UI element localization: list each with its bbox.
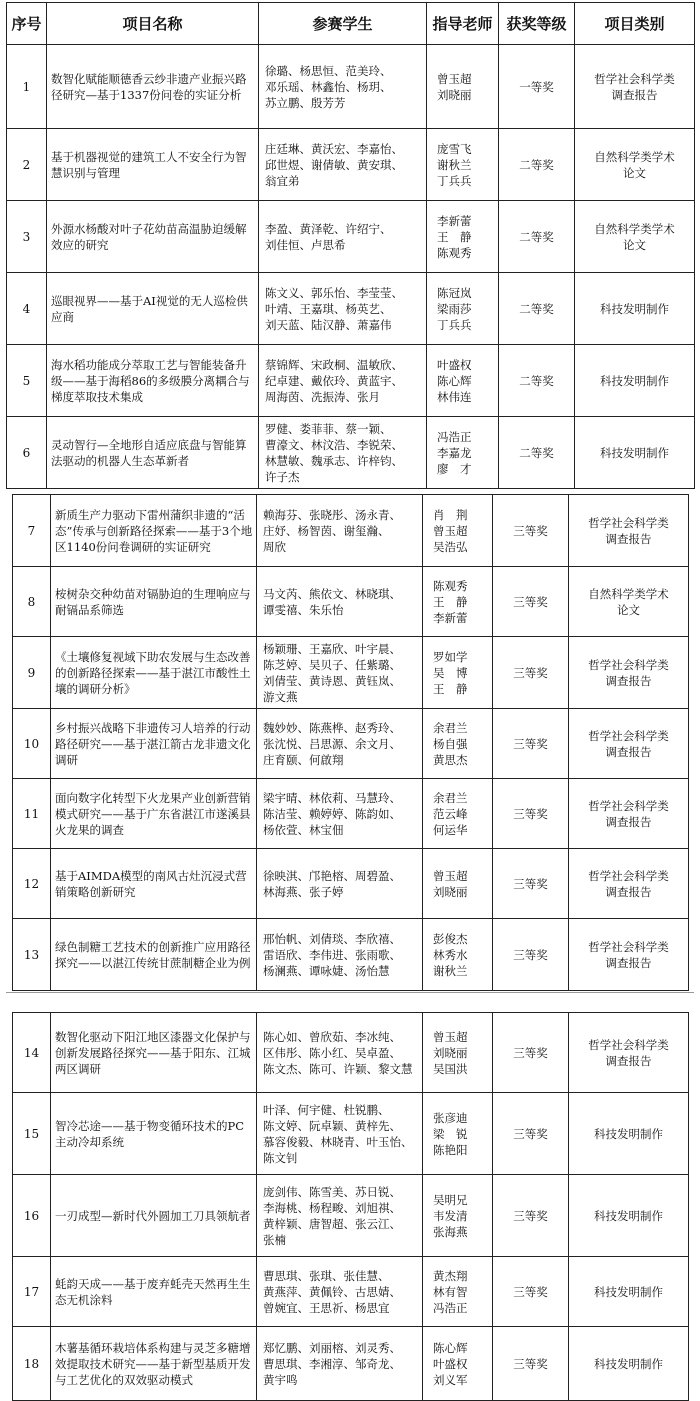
teacher-names-cell <box>423 1257 493 1327</box>
student-names-cell <box>259 129 427 201</box>
table-row <box>7 129 695 201</box>
award-level: 三等奖 <box>513 1126 548 1141</box>
project-category: 哲学社会科学类 调查报告 <box>588 939 669 970</box>
project-name: 基于AIMDA模型的南风古灶沉浸式营销策略创新研究 <box>55 868 247 899</box>
table-row <box>13 637 689 709</box>
student-names: 徐璐、杨思恒、范美玲、 邓乐瑶、林鑫怡、杨玥、 苏立鹏、殷芳芳 <box>265 63 392 110</box>
project-name-cell <box>51 849 257 919</box>
student-names: 庄廷琳、黄沃宏、李嘉怡、 邱世煜、谢倩敏、黄安琪、 翁宜弟 <box>265 141 403 188</box>
student-names-cell <box>259 417 427 489</box>
row-index-cell <box>13 1093 51 1175</box>
project-category-cell <box>569 1013 689 1093</box>
row-index: 15 <box>23 1126 40 1141</box>
row-index: 14 <box>23 1045 40 1060</box>
teacher-names-cell <box>423 637 493 709</box>
award-level: 三等奖 <box>513 665 548 680</box>
project-category: 哲学社会科学类 调查报告 <box>588 657 669 688</box>
teacher-names: 曾玉超 刘晓丽 <box>433 868 468 899</box>
row-index-cell <box>7 417 47 489</box>
award-level: 一等奖 <box>519 79 554 94</box>
project-name-cell <box>47 129 259 201</box>
project-name-cell <box>51 1327 257 1401</box>
row-index-cell <box>13 1257 51 1327</box>
award-level: 三等奖 <box>513 947 548 962</box>
project-category-cell <box>569 1327 689 1401</box>
project-category: 哲学社会科学类 调查报告 <box>588 868 669 899</box>
project-name: 《土壤修复视域下助农发展与生态改善的创新路径探索——基于湛江市酸性土壤的调研分析》 <box>55 649 251 696</box>
award-level: 三等奖 <box>513 1208 548 1223</box>
project-category-cell <box>569 637 689 709</box>
teacher-names-cell <box>427 273 499 345</box>
row-index: 17 <box>23 1284 40 1299</box>
project-name-cell <box>47 45 259 129</box>
award-level-cell <box>499 201 575 273</box>
award-level: 二等奖 <box>519 229 554 244</box>
award-level: 二等奖 <box>519 373 554 388</box>
row-index-cell <box>13 849 51 919</box>
student-names: 蔡锦辉、宋政桐、温敏欣、 纪卓建、戴依玲、黄蓝宇、 周海茵、冼振涛、张月 <box>265 357 403 404</box>
project-category-cell <box>569 1175 689 1257</box>
project-category: 自然科学类学术 论文 <box>588 586 669 617</box>
student-names: 庞剑伟、陈雪美、苏日锐、 李海桃、杨程畯、刘旭祺、 黄梓颖、唐智超、张云江、 张楠 <box>263 1184 401 1247</box>
project-category: 科技发明制作 <box>594 1284 663 1299</box>
award-level: 三等奖 <box>513 1045 548 1060</box>
project-category-cell <box>575 273 695 345</box>
student-names-cell <box>259 345 427 417</box>
row-index-cell <box>13 495 51 567</box>
project-name: 新质生产力驱动下雷州蒲织非遗的“活态”传承与创新路径探索——基于3个地区1140份问卷调研的实证研究 <box>55 507 253 554</box>
student-names-cell <box>257 1327 423 1401</box>
row-index: 18 <box>23 1356 40 1371</box>
project-category-cell <box>569 919 689 991</box>
project-name-cell <box>47 201 259 273</box>
teacher-names-cell <box>423 709 493 779</box>
teacher-names: 彭俊杰 林秀水 谢秋兰 <box>433 931 468 978</box>
project-name: 一刃成型—新时代外圆加工刀具领航者 <box>55 1208 251 1223</box>
award-level: 三等奖 <box>513 523 548 538</box>
award-level-cell <box>493 779 569 849</box>
project-category-cell <box>569 1257 689 1327</box>
student-names-cell <box>257 1257 423 1327</box>
row-index-cell <box>7 129 47 201</box>
teacher-names: 张彦迪 梁 锐 陈艳阳 <box>433 1110 468 1157</box>
project-name: 绿色制糖工艺技术的创新推广应用路径探究——以湛江传统甘蔗制糖企业为例 <box>55 939 251 970</box>
project-name: 基于机器视觉的建筑工人不安全行为智慧识别与管理 <box>51 149 247 180</box>
project-name-cell <box>51 1013 257 1093</box>
row-index-cell <box>13 779 51 849</box>
award-level: 二等奖 <box>519 157 554 172</box>
award-level-cell <box>493 567 569 637</box>
student-names: 魏妙妙、陈燕桦、赵秀玲、 张沈悦、吕思源、余文月、 庄育颐、何啟翔 <box>263 720 401 767</box>
table-row <box>7 345 695 417</box>
student-names: 曹思琪、张琪、张佳慧、 黄燕萍、黄佩铃、古思婧、 曾婉宜、王思祈、杨思宜 <box>263 1268 401 1315</box>
teacher-names-cell <box>423 495 493 567</box>
student-names: 陈心如、曾欣茹、李冰纯、 区伟彤、陈小红、吴卓盈、 陈文杰、陈可、许颖、黎文慧 <box>263 1029 413 1076</box>
teacher-names-cell <box>423 1013 493 1093</box>
section-divider <box>6 992 694 993</box>
teacher-names: 吴明兄 韦发清 张海燕 <box>433 1192 468 1239</box>
teacher-names-cell <box>427 345 499 417</box>
header-teachers: 指导老师 <box>427 3 499 45</box>
table-row <box>7 45 695 129</box>
table-section-2 <box>12 494 688 991</box>
project-category: 自然科学类学术 论文 <box>594 149 675 180</box>
project-category: 科技发明制作 <box>600 301 669 316</box>
teacher-names: 陈冠岚 梁雨莎 丁兵兵 <box>437 285 472 332</box>
table-row <box>13 495 689 567</box>
student-names: 邢怡帆、刘倩琰、李欣禧、 雷语欣、李伟进、张雨歌、 杨澜燕、谭咏婕、汤怡慧 <box>263 931 401 978</box>
row-index: 4 <box>22 301 31 316</box>
row-index: 11 <box>23 806 40 821</box>
student-names-cell <box>257 1175 423 1257</box>
project-category: 科技发明制作 <box>594 1126 663 1141</box>
project-name-cell <box>51 1093 257 1175</box>
project-name-cell <box>47 417 259 489</box>
teacher-names: 罗如学 吴 博 王 静 <box>433 649 468 696</box>
project-name: 灵动智行—全地形自适应底盘与智能算法驱动的机器人生态革新者 <box>51 437 247 468</box>
project-name-cell <box>51 1257 257 1327</box>
award-level: 三等奖 <box>513 594 548 609</box>
award-level-cell <box>493 637 569 709</box>
project-category: 哲学社会科学类 调查报告 <box>588 1037 669 1068</box>
project-name: 智冷芯途——基于物变循环技术的PC主动冷却系统 <box>55 1118 245 1149</box>
award-level: 三等奖 <box>513 1284 548 1299</box>
award-level-cell <box>493 1175 569 1257</box>
table-row <box>13 567 689 637</box>
teacher-names: 曾玉超 刘晓丽 吴国洪 <box>433 1029 468 1076</box>
table-row <box>7 417 695 489</box>
project-category-cell <box>569 495 689 567</box>
row-index-cell <box>7 273 47 345</box>
teacher-names-cell <box>427 417 499 489</box>
project-category-cell <box>575 417 695 489</box>
project-name: 数智化赋能顺德香云纱非遗产业振兴路径研究—基于1337份问卷的实证分析 <box>51 71 247 102</box>
award-level-cell <box>499 345 575 417</box>
award-level-cell <box>499 417 575 489</box>
teacher-names-cell <box>423 849 493 919</box>
award-table-3 <box>12 1012 689 1401</box>
award-table-2 <box>12 494 689 991</box>
teacher-names: 叶盛权 陈心辉 林伟连 <box>437 357 472 404</box>
table-row <box>7 273 695 345</box>
teacher-names: 黄杰翔 林有智 冯浩正 <box>433 1268 468 1315</box>
project-name: 数智化驱动下阳江地区漆器文化保护与创新发展路径探究——基于阳东、江城两区调研 <box>55 1029 251 1076</box>
student-names-cell <box>257 637 423 709</box>
student-names: 叶泽、何宇健、杜锐鹏、 陈文婷、阮卓颖、黄梓先、 慕容俊毅、林晓青、叶玉怡、 陈文钊 <box>263 1102 413 1165</box>
project-category-cell <box>569 709 689 779</box>
row-index-cell <box>7 345 47 417</box>
project-category: 哲学社会科学类 调查报告 <box>588 515 669 546</box>
teacher-names: 陈观秀 王 静 李新蕾 <box>433 578 468 625</box>
project-category-cell <box>569 567 689 637</box>
project-category: 自然科学类学术 论文 <box>594 221 675 252</box>
table-row <box>13 1093 689 1175</box>
award-level-cell <box>499 273 575 345</box>
project-name-cell <box>47 345 259 417</box>
award-level-cell <box>493 1013 569 1093</box>
project-name-cell <box>51 637 257 709</box>
table-row <box>7 201 695 273</box>
teacher-names: 陈心辉 叶盛权 刘义军 <box>433 1340 468 1387</box>
project-name: 外源水杨酸对叶子花幼苗高温胁迫缓解效应的研究 <box>51 221 247 252</box>
project-category-cell <box>569 779 689 849</box>
teacher-names: 肖 荆 曾玉超 吴浩弘 <box>433 507 468 554</box>
project-category-cell <box>575 201 695 273</box>
teacher-names: 曾玉超 刘晓丽 <box>437 71 472 102</box>
project-category: 哲学社会科学类 调查报告 <box>588 728 669 759</box>
row-index-cell <box>13 919 51 991</box>
award-level: 三等奖 <box>513 736 548 751</box>
project-name-cell <box>47 273 259 345</box>
award-level-cell <box>493 1257 569 1327</box>
row-index-cell <box>7 45 47 129</box>
row-index: 13 <box>23 947 40 962</box>
project-category: 哲学社会科学类 调查报告 <box>588 798 669 829</box>
teacher-names: 余君兰 范云峰 何运华 <box>433 790 468 837</box>
row-index-cell <box>7 201 47 273</box>
teacher-names-cell <box>423 1093 493 1175</box>
teacher-names: 李新蕾 王 静 陈观秀 <box>437 213 472 260</box>
student-names: 杨颖珊、王嘉欣、叶宇晨、 陈芝婷、吴贝子、任紫璐、 刘倩莹、黄诗恩、黄钰岚、 游文燕 <box>263 641 401 704</box>
project-category-cell <box>575 129 695 201</box>
project-category: 科技发明制作 <box>600 373 669 388</box>
project-category: 科技发明制作 <box>594 1208 663 1223</box>
row-index: 8 <box>27 594 36 609</box>
teacher-names: 庞雪飞 谢秋兰 丁兵兵 <box>437 141 472 188</box>
teacher-names-cell <box>427 129 499 201</box>
student-names: 罗健、娄菲菲、蔡一颖、 曹濠文、林汶浩、李锐荣、 林慧敏、魏承志、许梓钧、 许子杰 <box>265 421 403 484</box>
award-level-cell <box>493 709 569 779</box>
student-names-cell <box>257 1093 423 1175</box>
award-level-cell <box>493 1327 569 1401</box>
table-row <box>13 1257 689 1327</box>
teacher-names-cell <box>427 201 499 273</box>
student-names-cell <box>257 919 423 991</box>
project-name: 巡眼视界——基于AI视觉的无人巡检供应商 <box>51 293 248 324</box>
award-level-cell <box>493 919 569 991</box>
student-names: 梁宇晴、林依莉、马慧玲、 陈洁莹、赖婷婷、陈韵如、 杨依萱、林宝佃 <box>263 790 401 837</box>
project-name-cell <box>51 779 257 849</box>
row-index-cell <box>13 637 51 709</box>
teacher-names-cell <box>427 45 499 129</box>
teacher-names: 冯浩正 李嘉龙 廖 才 <box>437 429 472 476</box>
table-row <box>13 849 689 919</box>
header-project: 项目名称 <box>47 3 259 45</box>
teacher-names-cell <box>423 919 493 991</box>
award-level-cell <box>493 495 569 567</box>
project-category: 哲学社会科学类 调查报告 <box>594 71 675 102</box>
row-index-cell <box>13 1327 51 1401</box>
table-section-1 <box>6 2 694 489</box>
row-index: 6 <box>22 445 31 460</box>
teacher-names-cell <box>423 567 493 637</box>
student-names-cell <box>257 849 423 919</box>
project-name-cell <box>51 919 257 991</box>
student-names-cell <box>257 567 423 637</box>
teacher-names-cell <box>423 1327 493 1401</box>
row-index: 1 <box>22 79 31 94</box>
project-name: 面向数字化转型下火龙果产业创新营销模式研究——基于广东省湛江市遂溪县火龙果的调查 <box>55 790 251 837</box>
project-category: 科技发明制作 <box>600 445 669 460</box>
award-level: 二等奖 <box>519 301 554 316</box>
teacher-names-cell <box>423 1175 493 1257</box>
table-section-3 <box>12 1012 688 1401</box>
project-category: 科技发明制作 <box>594 1356 663 1371</box>
table-row <box>13 779 689 849</box>
row-index-cell <box>13 1175 51 1257</box>
project-name: 蚝韵天成——基于废弃蚝壳天然再生生态无机涂料 <box>55 1276 251 1307</box>
project-name-cell <box>51 567 257 637</box>
row-index-cell <box>13 709 51 779</box>
award-level: 二等奖 <box>519 445 554 460</box>
award-level-cell <box>493 849 569 919</box>
project-name-cell <box>51 709 257 779</box>
student-names: 郑忆鹏、刘丽榕、刘灵秀、 曹思琪、李湘淳、邹奇龙、 黄宇鸣 <box>263 1340 401 1387</box>
row-index: 3 <box>22 229 31 244</box>
student-names: 赖海芬、张晓彤、汤永青、 庄妤、杨智茵、谢玺瀚、 周欣 <box>263 507 401 554</box>
student-names-cell <box>259 273 427 345</box>
row-index-cell <box>13 567 51 637</box>
teacher-names: 余君兰 杨自强 黄思杰 <box>433 720 468 767</box>
project-category-cell <box>569 849 689 919</box>
table-row <box>13 919 689 991</box>
project-name: 木薯基循环栽培体系构建与灵芝多糖增效提取技术研究——基于新型基质开发与工艺优化的双效驱动模式 <box>55 1340 251 1387</box>
row-index: 5 <box>22 373 31 388</box>
row-index: 12 <box>23 876 40 891</box>
student-names-cell <box>257 1013 423 1093</box>
row-index: 16 <box>23 1208 40 1223</box>
project-category-cell <box>569 1093 689 1175</box>
student-names-cell <box>257 779 423 849</box>
project-category-cell <box>575 45 695 129</box>
student-names-cell <box>259 45 427 129</box>
student-names: 徐映淇、邝艳榕、周碧盈、 林海燕、张子婷 <box>263 868 401 899</box>
project-name-cell <box>51 495 257 567</box>
table-row <box>13 1175 689 1257</box>
student-names: 李盈、黄泽乾、许绍宁、 刘佳恒、卢思希 <box>265 221 392 252</box>
table-header-row <box>7 3 695 45</box>
project-name: 海水稻功能成分萃取工艺与智能装备升级——基于海稻86的多级膜分离耦合与梯度萃取技术集成 <box>51 357 250 404</box>
student-names-cell <box>257 495 423 567</box>
award-level: 三等奖 <box>513 806 548 821</box>
award-level-cell <box>499 45 575 129</box>
award-level: 三等奖 <box>513 876 548 891</box>
project-name: 乡村振兴战略下非遗传习人培养的行动路径研究——基于湛江箭古龙非遗文化调研 <box>55 720 251 767</box>
teacher-names-cell <box>423 779 493 849</box>
project-name-cell <box>51 1175 257 1257</box>
row-index: 7 <box>27 523 36 538</box>
header-award: 获奖等级 <box>499 3 575 45</box>
table-row <box>13 709 689 779</box>
student-names: 陈文义、郭乐怡、李莹莹、 叶靖、王嘉琪、杨英艺、 刘天蓝、陆汉静、萧嘉伟 <box>265 285 403 332</box>
row-index: 2 <box>22 157 31 172</box>
award-level-cell <box>499 129 575 201</box>
project-name: 桉树杂交种幼苗对镉胁迫的生理响应与耐镉品系筛选 <box>55 586 251 617</box>
award-level: 三等奖 <box>513 1356 548 1371</box>
project-category-cell <box>575 345 695 417</box>
header-students: 参赛学生 <box>259 3 427 45</box>
header-category: 项目类别 <box>575 3 695 45</box>
student-names-cell <box>257 709 423 779</box>
row-index-cell <box>13 1013 51 1093</box>
header-index: 序号 <box>7 3 47 45</box>
row-index: 9 <box>27 665 36 680</box>
student-names-cell <box>259 201 427 273</box>
row-index: 10 <box>23 736 40 751</box>
table-row <box>13 1327 689 1401</box>
award-level-cell <box>493 1093 569 1175</box>
award-table-1 <box>6 2 695 489</box>
student-names: 马文芮、熊依文、林晓琪、 谭雯禧、朱乐怡 <box>263 586 401 617</box>
table-row <box>13 1013 689 1093</box>
